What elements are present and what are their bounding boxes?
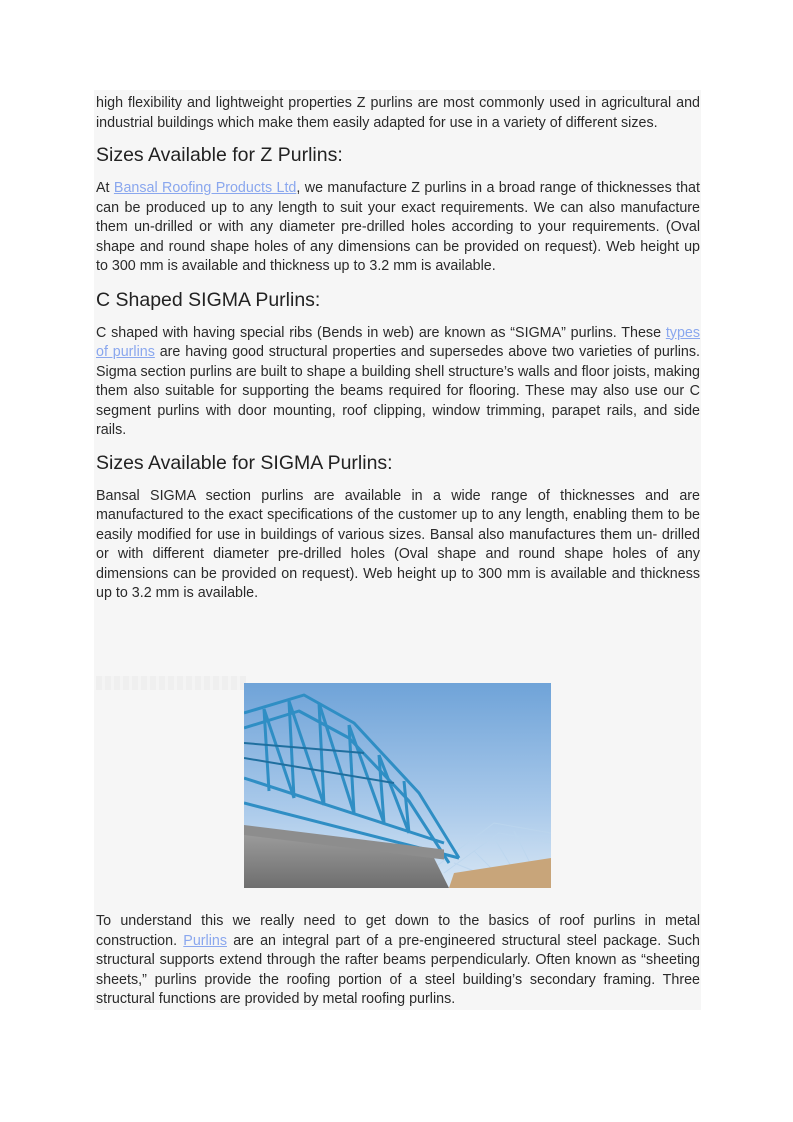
purlins-link[interactable]: Purlins	[183, 932, 227, 949]
closing-section	[96, 912, 700, 1010]
faint-caption-artifact	[96, 676, 246, 690]
sigma-heading: C Shaped SIGMA Purlins:	[96, 288, 321, 311]
closing-prefix: To understand this we really need to get down to the basics of roof purlins in metal construction.	[96, 913, 700, 949]
sigma-sizes-paragraph: Bansal SIGMA section purlins are available in a wide range of thicknesses and are manufactured to the exact specifications of the customer up to any length, enabling them to be easily modified for use in buildings of various sizes. Bansal also manufactures them un- drilled or with different diameter pre-drilled holes (Oval shape and round shape holes of any dimensions can be provided on request). Web height up to 300 mm is available and thickness up to 3.2 mm is available.	[96, 487, 700, 601]
z-sizes-text: , we manufacture Z purlins in a broad range of thicknesses that can be produced up to any length to suit your exact requirements. We can also manufacture them un-drilled or with any diameter pre-drilled holes according to your requirements. (Oval shape and round shape holes of any dimensions can be provided on request). Web height up to 300 mm is available and thickness up to 3.2 mm is available.	[96, 180, 700, 274]
z-sizes-heading: Sizes Available for Z Purlins:	[96, 144, 343, 166]
closing-paragraph	[96, 912, 700, 1010]
sigma-sizes-heading: Sizes Available for SIGMA Purlins:	[96, 451, 393, 474]
types-of-purlins-link[interactable]: types of purlins	[96, 324, 700, 360]
document-body	[96, 94, 700, 604]
intro-paragraph: high flexibility and lightweight properties Z purlins are most commonly used in agricultural and industrial buildings which make them easily adapted for use in a variety of different sizes.	[96, 95, 700, 131]
sigma-prefix: C shaped with having special ribs (Bends in web) are known as “SIGMA” purlins. These	[96, 324, 666, 341]
z-sizes-prefix: At	[96, 180, 114, 196]
bansal-roofing-link[interactable]: Bansal Roofing Products Ltd	[113, 180, 297, 196]
sigma-paragraph	[96, 324, 700, 441]
roof-truss-photo	[244, 683, 551, 888]
sigma-text: are having good structural properties and supersedes above two varieties of purlins. Sigma section purlins are built to shape a building shell structure’s walls and floor joists, making them also suitable for supporting the beams required for flooring. These may also use our C segment purlins with door mounting, roof clipping, window trimming, parapet rails, and side rails.	[96, 344, 700, 438]
closing-text: are an integral part of a pre-engineered structural steel package. Such structural supports extend through the rafter beams perpendicularly. Often known as “sheeting sheets,” purlins provide the roofing portion of a steel building’s secondary framing. Three structural functions are provided by metal roofing purlins.	[96, 932, 700, 1007]
z-sizes-paragraph	[96, 179, 700, 277]
